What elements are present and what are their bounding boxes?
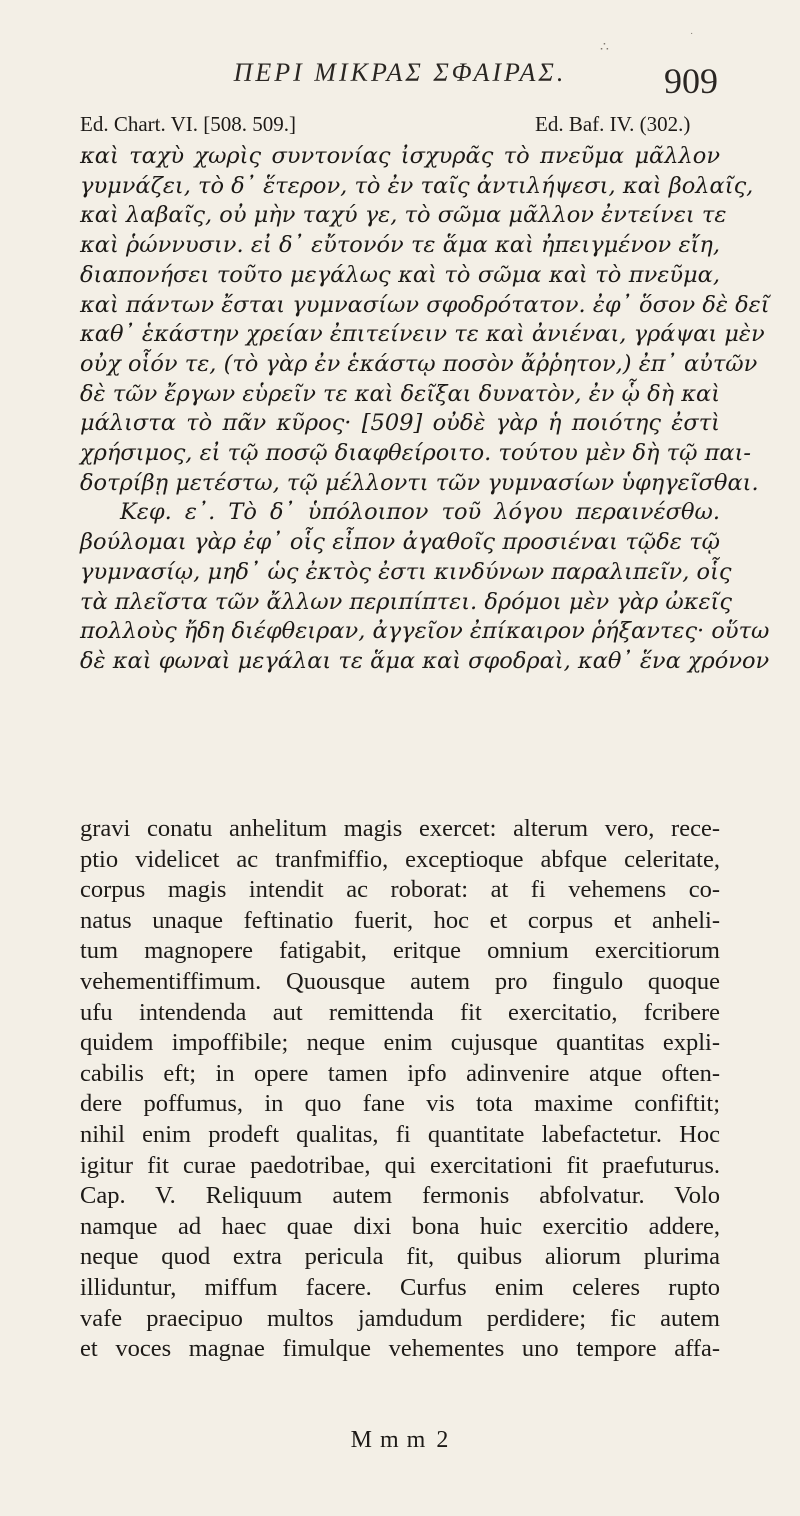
- signature-number: 2: [436, 1427, 450, 1453]
- latin-text-block: [80, 814, 720, 1365]
- greek-text-block: [80, 142, 770, 677]
- greek-line: οὐχ οἷόν τε, (τὸ γὰρ ἐν ἑκάστῳ ποσὸν ἄῤῥητον,) ἐπ᾿ αὐτῶν: [80, 350, 758, 377]
- latin-line: et voces magnae fimulque vehementes uno tempore affa-: [80, 1335, 720, 1363]
- edition-reference-chartier: Ed. Chart. VI. [508. 509.]: [80, 112, 296, 136]
- specks-decoration: ·: [690, 28, 694, 39]
- latin-line: ptio videlicet ac tranfmiffio, exceptioque abfque celeritate,: [80, 845, 720, 873]
- latin-line: quidem impoffibile; neque enim cujusque quantitas expli-: [80, 1029, 720, 1057]
- greek-line: καθ᾿ ἑκάστην χρείαν ἐπιτείνειν τε καὶ ἀνιέναι, γράψαι μὲν: [80, 321, 765, 348]
- greek-line: γυμνασίῳ, μηδ᾿ ὡς ἐκτὸς ἐστι κινδύνων παραλιπεῖν, οἷς: [80, 558, 732, 585]
- greek-line: δοτρίβῃ μετέστω, τῷ μέλλοντι τῶν γυμνασίων ὑφηγεῖσθαι.: [80, 469, 759, 496]
- latin-line: natus unaque feftinatio fuerit, hoc et corpus et anheli-: [80, 906, 720, 934]
- greek-line: καὶ πάντων ἔσται γυμνασίων σφοδρότατον. ἐφ᾿ ὅσον δὲ δεῖ: [80, 291, 770, 318]
- edition-reference-basel: Ed. Baf. IV. (302.): [535, 112, 691, 136]
- greek-chapter-heading-line: Κεφ. ε᾿. Τὸ δ᾿ ὑπόλοιπον τοῦ λόγου περαινέσθω.: [120, 499, 720, 526]
- latin-line: illiduntur, miffum facere. Curfus enim celeres rupto: [80, 1273, 720, 1301]
- greek-line: τὰ πλεῖστα τῶν ἄλλων περιπίπτει. δρόμοι μὲν γὰρ ὠκεῖς: [80, 588, 732, 615]
- latin-chapter-heading-line: Cap. V. Reliquum autem fermonis abfolvatur. Volo: [80, 1182, 720, 1210]
- greek-line: γυμνάζει, τὸ δ᾿ ἕτερον, τὸ ἐν ταῖς ἀντιλήψεσι, καὶ βολαῖς,: [80, 172, 754, 199]
- greek-line: δὲ τῶν ἔργων εὑρεῖν τε καὶ δεῖξαι δυνατὸν, ἐν ᾧ δὴ καὶ: [80, 380, 721, 407]
- greek-line: πολλοὺς ἤδη διέφθειραν, ἀγγεῖον ἐπίκαιρον ῥήξαντες· οὕτω: [80, 618, 770, 645]
- greek-line: καὶ ῥώννυσιν. εἰ δ᾿ εὔτονόν τε ἅμα καὶ ἠπειγμένον εἴη,: [80, 232, 720, 259]
- greek-line: καὶ λαβαῖς, οὐ μὴν ταχύ γε, τὸ σῶμα μᾶλλον ἐντείνει τε: [80, 202, 727, 229]
- printer-signature: [0, 1427, 800, 1454]
- latin-line: tum magnopere fatigabit, eritque omnium exercitiorum: [80, 937, 720, 965]
- specks-decoration: ∴: [600, 38, 609, 54]
- latin-line: neque quod extra pericula fit, quibus aliorum plurima: [80, 1243, 720, 1271]
- greek-line: μάλιστα τὸ πᾶν κῦρος· [509] οὐδὲ γὰρ ἡ ποιότης ἐστὶ: [80, 410, 720, 437]
- page-number: 909: [664, 61, 718, 101]
- latin-line: cabilis eft; in opere tamen ipfo adinvenire atque often-: [80, 1059, 720, 1087]
- latin-line: igitur fit curae paedotribae, qui exercitationi fit praefuturus.: [80, 1151, 720, 1179]
- running-title: ΠΕΡΙ ΜΙΚΡΑΣ ΣΦΑΙΡΑΣ.: [233, 58, 567, 87]
- latin-line: namque ad haec quae dixi bona huic exercitio addere,: [80, 1212, 720, 1240]
- latin-line: gravi conatu anhelitum magis exercet: alterum vero, rece-: [80, 815, 720, 842]
- greek-line: καὶ ταχὺ χωρὶς συντονίας ἰσχυρᾶς τὸ πνεῦμα μᾶλλον: [80, 143, 720, 169]
- latin-line: vehementiffimum. Quousque autem pro fingulo quoque: [80, 967, 720, 995]
- greek-line: διαπονήσει τοῦτο μεγάλως καὶ τὸ σῶμα καὶ τὸ πνεῦμα,: [80, 261, 720, 288]
- greek-line: βούλομαι γὰρ ἐφ᾿ οἷς εἶπον ἀγαθοῖς προσιέναι τῷδε τῷ: [80, 529, 720, 556]
- latin-line: vafe praecipuo multos jamdudum perdidere; fic autem: [80, 1304, 720, 1332]
- signature-letters: M m m: [350, 1427, 427, 1453]
- latin-line: ufu intendenda aut remittenda fit exercitatio, fcribere: [80, 998, 720, 1026]
- latin-line: dere poffumus, in quo fane vis tota maxime confiftit;: [80, 1090, 720, 1118]
- greek-line: χρήσιμος, εἰ τῷ ποσῷ διαφθείροιτο. τούτου μὲν δὴ τῷ παι-: [80, 440, 751, 467]
- greek-line: δὲ καὶ φωναὶ μεγάλαι τε ἅμα καὶ σφοδραὶ, καθ᾿ ἕνα χρόνον: [80, 647, 770, 674]
- latin-line: nihil enim prodeft qualitas, fi quantitate labefactetur. Hoc: [80, 1120, 720, 1148]
- latin-line: corpus magis intendit ac roborat: at fi vehemens co-: [80, 876, 720, 904]
